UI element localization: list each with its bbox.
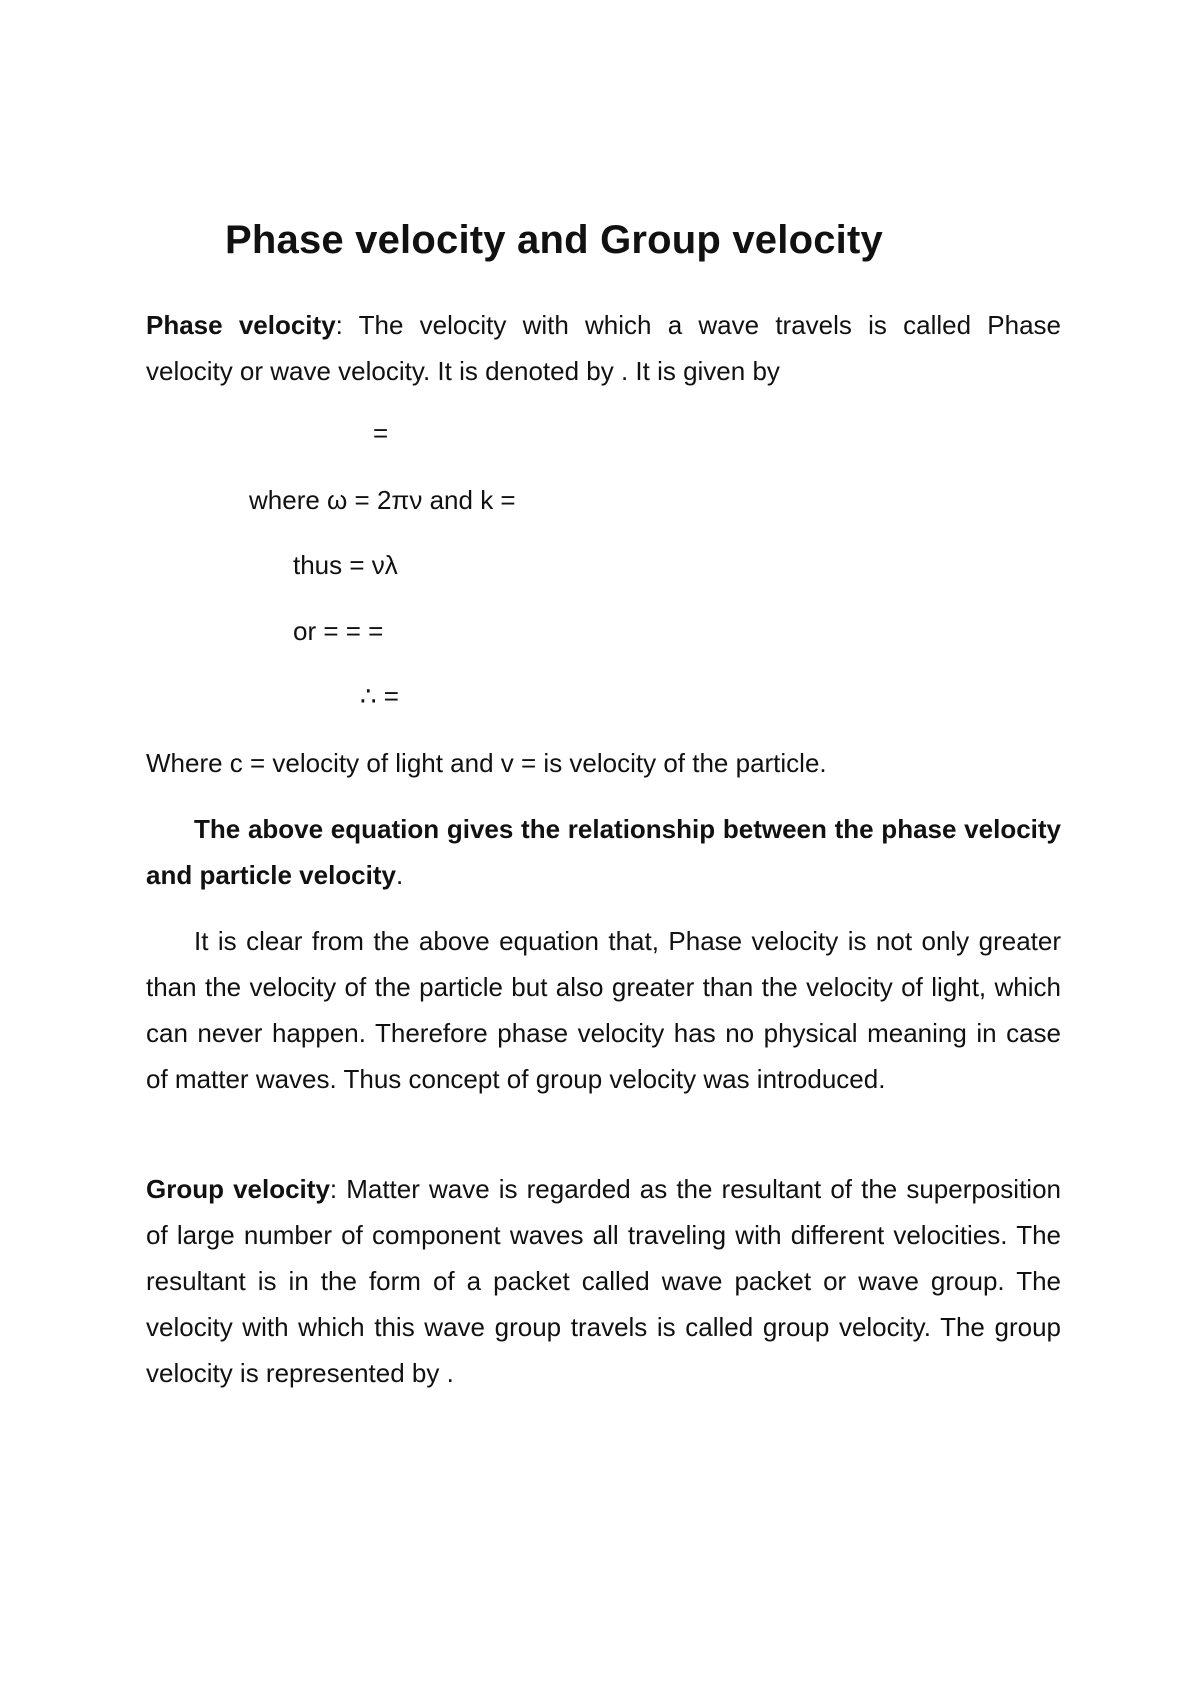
equation-or: or = = =: [293, 616, 384, 646]
relationship-bold-text: The above equation gives the relationship between the phase velocity and particle velocity: [146, 814, 1061, 890]
clear-paragraph: It is clear from the above equation that, Phase velocity is not only greater than the velocity of the particle but also greater than the velocity of light, which can never happen. Therefore phase velocity has no physical meaning in case of matter waves. Thus concept of group velocity was introduced.: [146, 926, 1061, 1094]
page-title: Phase velocity and Group velocity: [225, 218, 883, 262]
equation-therefore: ∴ =: [360, 681, 399, 711]
phase-velocity-heading: Phase velocity: [146, 310, 336, 340]
relationship-paragraph: [146, 806, 1061, 898]
group-velocity-heading: Group velocity: [146, 1174, 330, 1204]
group-velocity-paragraph: [146, 1166, 1061, 1396]
equation-phase-velocity: =: [373, 418, 389, 448]
group-velocity-body: : Matter wave is regarded as the resultant of the superposition of large number of component waves all traveling with different velocities. The resultant is in the form of a packet called wave packet or wave group. The velocity with which this wave group travels is called group velocity. The group velocity is represented by .: [146, 1174, 1061, 1388]
equation-thus: thus = νλ: [293, 550, 398, 580]
phase-velocity-intro-line1: [146, 302, 1061, 348]
where-definition-line: Where c = velocity of light and v = is velocity of the particle.: [146, 748, 827, 778]
phase-velocity-intro-text-1: : The velocity with which a wave travels is called Phase: [335, 310, 1061, 340]
phase-velocity-intro-line2: velocity or wave velocity. It is denoted by . It is given by: [146, 356, 780, 386]
relationship-tail: .: [395, 860, 404, 890]
equation-omega-k: where ω = 2πν and k =: [249, 485, 516, 515]
